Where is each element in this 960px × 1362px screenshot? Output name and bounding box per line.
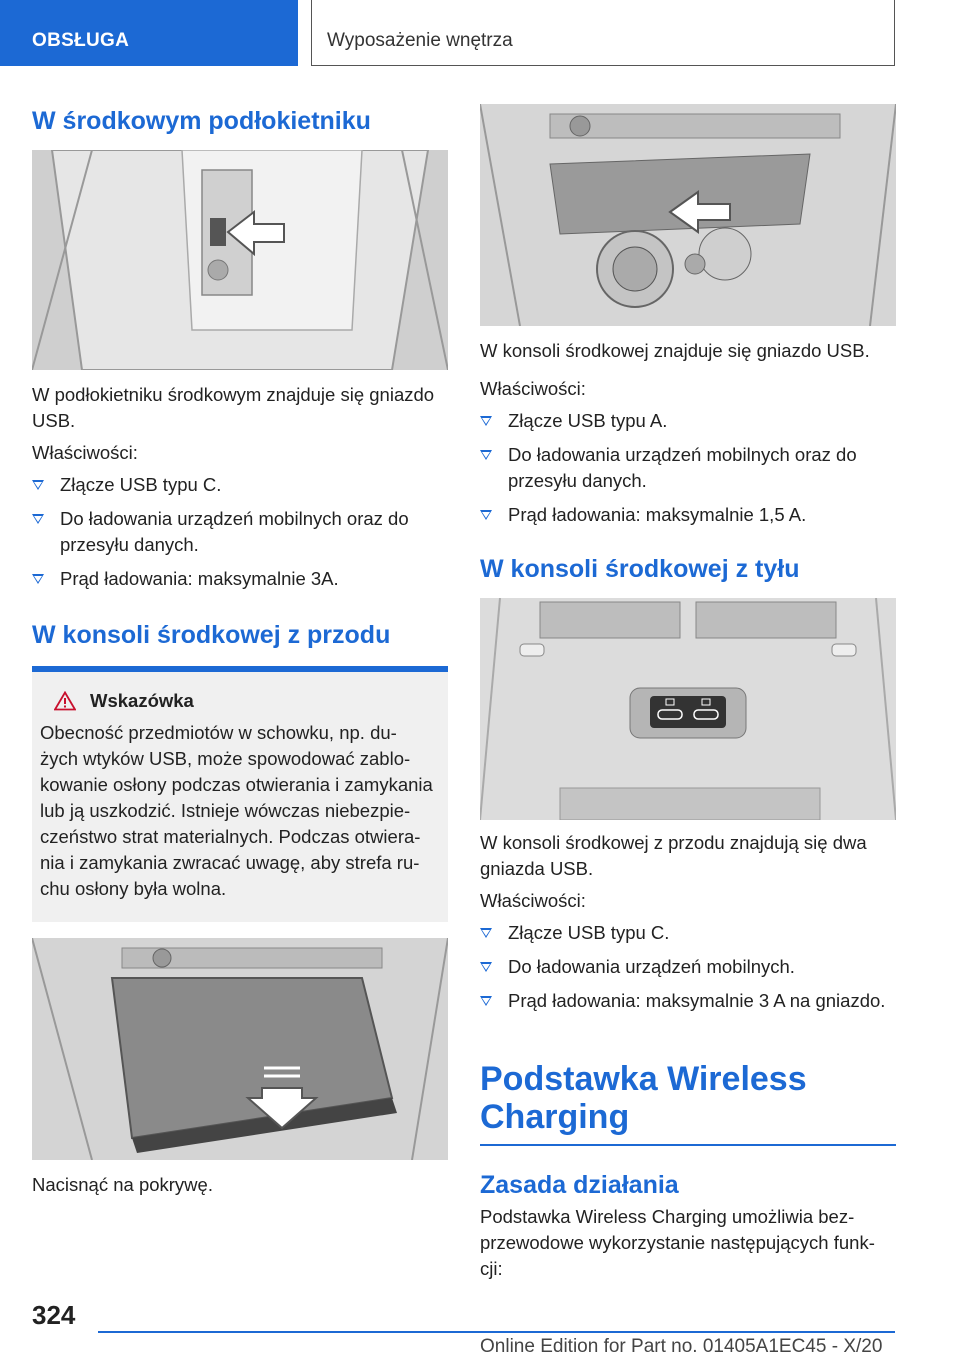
list-item: Prąd ładowania: maksymalnie 3 A na gniazdo.	[480, 988, 896, 1014]
page-header	[0, 0, 960, 66]
press-cover-caption: Nacisnąć na pokrywę.	[32, 1174, 213, 1195]
left-column	[32, 100, 448, 1198]
bullet-triangle-icon	[32, 480, 44, 490]
front-console-description: W konsoli środkowej znajduje się gniazdo USB.	[480, 340, 870, 361]
armrest-description: W podłokietniku środkowym znajduje się gniazdo USB.	[32, 384, 435, 431]
principle-heading: Zasada działania	[480, 1170, 679, 1199]
list-item: Do ładowania urządzeń mobilnych oraz do przesyłu danych.	[480, 442, 896, 494]
heading-rule	[480, 1144, 896, 1146]
rear-console-usb-photo	[480, 598, 896, 820]
props-label-1: Właściwości:	[32, 442, 138, 463]
chapter-label: Wyposażenie wnętrza	[327, 30, 513, 51]
footer-rule	[98, 1331, 895, 1333]
warning-header	[40, 690, 436, 712]
right-column	[480, 104, 896, 1282]
bullet-triangle-icon	[32, 574, 44, 584]
bullet-triangle-icon	[480, 416, 492, 426]
armrest-usb-photo	[32, 150, 448, 370]
section-tab[interactable]	[0, 0, 298, 66]
edition-text: Online Edition for Part no. 01405A1EC45 - X/20	[480, 1336, 883, 1357]
bullet-triangle-icon	[32, 514, 44, 524]
props-list-1	[32, 472, 448, 592]
list-item: Prąd ładowania: maksymalnie 1,5 A.	[480, 502, 896, 528]
list-item: Złącze USB typu C.	[480, 920, 896, 946]
list-item: Do ładowania urządzeń mobilnych.	[480, 954, 896, 980]
wireless-charging-heading: Podstawka Wireless Charging	[480, 1060, 807, 1136]
props-label-3: Właściwości:	[480, 890, 586, 911]
list-item: Do ładowania urządzeń mobilnych oraz do przesyłu danych.	[32, 506, 448, 558]
bullet-triangle-icon	[480, 450, 492, 460]
bullet-triangle-icon	[480, 962, 492, 972]
chapter-tab[interactable]	[311, 0, 895, 66]
page-number: 324	[32, 1300, 76, 1330]
bullet-triangle-icon	[480, 996, 492, 1006]
props-list-2	[480, 408, 896, 528]
front-console-cover-photo	[32, 938, 448, 1160]
list-item: Złącze USB typu A.	[480, 408, 896, 434]
armrest-heading: W środkowym podłokietniku	[32, 107, 371, 135]
warning-box	[32, 672, 448, 922]
props-list-3	[480, 920, 896, 1014]
warning-title: Wskazówka	[90, 690, 194, 711]
list-item: Prąd ładowania: maksymalnie 3A.	[32, 566, 448, 592]
props-label-2: Właściwości:	[480, 378, 586, 399]
warning-icon	[54, 691, 76, 711]
warning-text: Obecność przedmiotów w schowku, np. du- żych wtyków USB, może spowodować zablo- kowanie osłony podczas otwierania i zamykania lub ją uszkodzić. Istnieje wówczas niebezpie- czeństwo strat materialnych. Podczas otwiera- nia i zamykania zwracać uwagę, aby strefa ru- chu osłony była wolna.	[40, 722, 433, 899]
bullet-triangle-icon	[480, 928, 492, 938]
section-label: OBSŁUGA	[32, 30, 130, 51]
front-console-usb-photo	[480, 104, 896, 326]
front-console-heading: W konsoli środkowej z przodu	[32, 621, 391, 649]
rear-console-heading: W konsoli środkowej z tyłu	[480, 555, 800, 583]
rear-console-description: W konsoli środkowej z przodu znajdują się dwa gniazda USB.	[480, 832, 867, 879]
list-item: Złącze USB typu C.	[32, 472, 448, 498]
principle-text: Podstawka Wireless Charging umożliwia bez- przewodowe wykorzystanie następujących funk- cji:	[480, 1205, 875, 1279]
bullet-triangle-icon	[480, 510, 492, 520]
